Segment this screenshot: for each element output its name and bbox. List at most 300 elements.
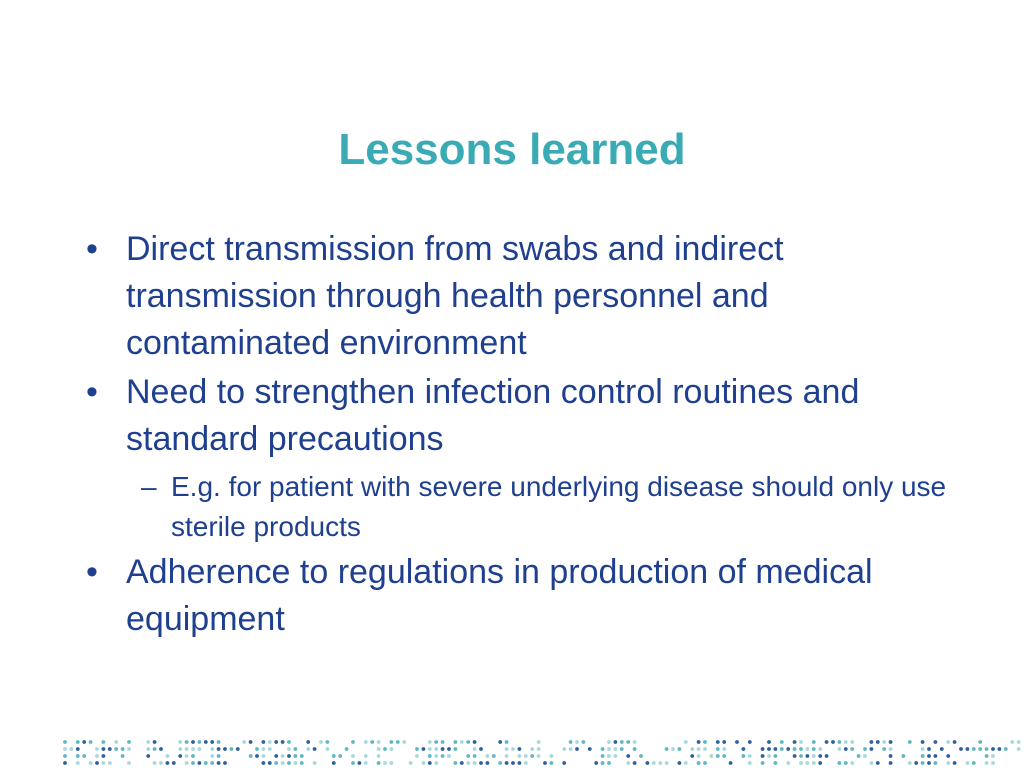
pattern-dot bbox=[985, 761, 989, 765]
pattern-dot bbox=[902, 754, 906, 758]
pattern-dot bbox=[262, 761, 266, 765]
pattern-dot bbox=[799, 761, 803, 765]
pattern-dot bbox=[703, 747, 707, 751]
pattern-dot bbox=[812, 740, 816, 744]
pattern-dot bbox=[486, 754, 490, 758]
pattern-dot bbox=[601, 754, 605, 758]
bullet-item bbox=[84, 369, 954, 547]
pattern-dot bbox=[153, 761, 157, 765]
pattern-dot bbox=[614, 754, 618, 758]
pattern-dot bbox=[793, 754, 797, 758]
pattern-dot bbox=[409, 761, 413, 765]
pattern-dot bbox=[607, 740, 611, 744]
pattern-dot bbox=[818, 754, 822, 758]
pattern-dot bbox=[678, 761, 682, 765]
pattern-dot bbox=[524, 761, 528, 765]
pattern-dot bbox=[447, 754, 451, 758]
pattern-dot bbox=[870, 747, 874, 751]
pattern-dot bbox=[537, 754, 541, 758]
pattern-dot bbox=[831, 740, 835, 744]
pattern-dot bbox=[153, 740, 157, 744]
pattern-dot bbox=[620, 740, 624, 744]
pattern-dot bbox=[287, 740, 291, 744]
pattern-dot bbox=[524, 754, 528, 758]
bullet-text: Direct transmission from swabs and indirect transmission through health personnel and contaminated environment bbox=[126, 230, 784, 362]
pattern-dot bbox=[198, 740, 202, 744]
pattern-dot bbox=[844, 761, 848, 765]
pattern-dot bbox=[998, 747, 1002, 751]
pattern-dot bbox=[838, 747, 842, 751]
pattern-dot bbox=[146, 754, 150, 758]
pattern-dot bbox=[306, 740, 310, 744]
pattern-dot bbox=[287, 754, 291, 758]
pattern-dot bbox=[454, 761, 458, 765]
pattern-dot bbox=[857, 754, 861, 758]
pattern-dot bbox=[377, 747, 381, 751]
pattern-dot bbox=[889, 740, 893, 744]
sub-bullet-item bbox=[126, 467, 954, 547]
pattern-dot bbox=[217, 754, 221, 758]
pattern-dot bbox=[332, 754, 336, 758]
pattern-dot bbox=[703, 761, 707, 765]
pattern-dot bbox=[428, 747, 432, 751]
pattern-dot bbox=[364, 761, 368, 765]
pattern-dot bbox=[543, 761, 547, 765]
pattern-dot bbox=[191, 761, 195, 765]
pattern-dot bbox=[281, 754, 285, 758]
pattern-dot bbox=[1010, 740, 1014, 744]
pattern-dot bbox=[799, 747, 803, 751]
pattern-dot bbox=[127, 740, 131, 744]
pattern-dot bbox=[95, 754, 99, 758]
pattern-dot bbox=[607, 747, 611, 751]
pattern-dot bbox=[326, 740, 330, 744]
pattern-dot bbox=[511, 761, 515, 765]
pattern-dot bbox=[761, 747, 765, 751]
pattern-dot bbox=[882, 747, 886, 751]
pattern-dot bbox=[153, 747, 157, 751]
sub-bullet-marker: – bbox=[141, 471, 157, 502]
pattern-dot bbox=[799, 754, 803, 758]
pattern-dot bbox=[294, 747, 298, 751]
pattern-dot bbox=[262, 740, 266, 744]
pattern-dot bbox=[978, 747, 982, 751]
pattern-dot bbox=[281, 740, 285, 744]
pattern-dot bbox=[703, 740, 707, 744]
pattern-dot bbox=[121, 747, 125, 751]
pattern-dot bbox=[396, 740, 400, 744]
pattern-dot bbox=[825, 740, 829, 744]
pattern-dot bbox=[966, 747, 970, 751]
pattern-dot bbox=[614, 740, 618, 744]
pattern-dot bbox=[191, 754, 195, 758]
pattern-dot bbox=[505, 747, 509, 751]
pattern-dot bbox=[870, 740, 874, 744]
pattern-dot bbox=[966, 761, 970, 765]
pattern-dot bbox=[249, 754, 253, 758]
pattern-dot bbox=[934, 761, 938, 765]
pattern-dot bbox=[210, 754, 214, 758]
pattern-dot bbox=[217, 740, 221, 744]
pattern-dot bbox=[70, 747, 74, 751]
pattern-dot bbox=[742, 747, 746, 751]
pattern-dot bbox=[889, 761, 893, 765]
pattern-dot bbox=[198, 747, 202, 751]
pattern-dot bbox=[422, 747, 426, 751]
pattern-dot bbox=[812, 761, 816, 765]
bullet-marker: • bbox=[86, 230, 98, 268]
pattern-dot bbox=[716, 740, 720, 744]
pattern-dot bbox=[473, 747, 477, 751]
pattern-dot bbox=[159, 761, 163, 765]
pattern-dot bbox=[985, 754, 989, 758]
pattern-dot bbox=[614, 747, 618, 751]
pattern-dot bbox=[1017, 747, 1021, 751]
pattern-dot bbox=[921, 747, 925, 751]
pattern-dot bbox=[146, 740, 150, 744]
pattern-dot bbox=[262, 754, 266, 758]
pattern-dot bbox=[793, 747, 797, 751]
pattern-dot bbox=[537, 740, 541, 744]
pattern-dot bbox=[946, 761, 950, 765]
pattern-dot bbox=[1017, 740, 1021, 744]
pattern-dot bbox=[665, 761, 669, 765]
pattern-dot bbox=[505, 740, 509, 744]
pattern-dot bbox=[274, 754, 278, 758]
pattern-dot bbox=[972, 761, 976, 765]
pattern-dot bbox=[722, 754, 726, 758]
pattern-dot bbox=[665, 747, 669, 751]
pattern-dot bbox=[620, 747, 624, 751]
pattern-dot bbox=[319, 740, 323, 744]
pattern-dot bbox=[473, 761, 477, 765]
pattern-dot bbox=[95, 761, 99, 765]
pattern-dot bbox=[742, 754, 746, 758]
pattern-dot bbox=[786, 747, 790, 751]
decorative-dot-pattern bbox=[62, 736, 1024, 768]
pattern-dot bbox=[530, 754, 534, 758]
pattern-dot bbox=[434, 747, 438, 751]
pattern-dot bbox=[972, 747, 976, 751]
pattern-dot bbox=[806, 754, 810, 758]
pattern-dot bbox=[274, 761, 278, 765]
pattern-dot bbox=[825, 754, 829, 758]
pattern-dot bbox=[748, 754, 752, 758]
pattern-dot bbox=[767, 747, 771, 751]
pattern-dot bbox=[63, 747, 67, 751]
pattern-dot bbox=[818, 747, 822, 751]
pattern-dot bbox=[633, 761, 637, 765]
pattern-dot bbox=[377, 740, 381, 744]
pattern-dot bbox=[774, 747, 778, 751]
pattern-dot bbox=[377, 754, 381, 758]
pattern-dot bbox=[460, 761, 464, 765]
pattern-dot bbox=[697, 747, 701, 751]
pattern-dot bbox=[626, 754, 630, 758]
pattern-dot bbox=[441, 754, 445, 758]
pattern-dot bbox=[300, 761, 304, 765]
pattern-dot bbox=[434, 754, 438, 758]
pattern-dot bbox=[934, 754, 938, 758]
pattern-dot bbox=[428, 754, 432, 758]
pattern-dot bbox=[806, 747, 810, 751]
pattern-dot bbox=[838, 761, 842, 765]
pattern-dot bbox=[287, 761, 291, 765]
pattern-dot bbox=[767, 754, 771, 758]
pattern-dot bbox=[364, 754, 368, 758]
pattern-dot bbox=[844, 740, 848, 744]
pattern-dot bbox=[722, 747, 726, 751]
pattern-dot bbox=[710, 754, 714, 758]
pattern-dot bbox=[185, 740, 189, 744]
bullet-marker: • bbox=[86, 373, 98, 411]
pattern-dot bbox=[498, 740, 502, 744]
pattern-dot bbox=[562, 761, 566, 765]
pattern-dot bbox=[255, 754, 259, 758]
pattern-dot bbox=[626, 740, 630, 744]
pattern-dot bbox=[441, 747, 445, 751]
pattern-dot bbox=[383, 761, 387, 765]
pattern-dot bbox=[255, 747, 259, 751]
pattern-dot bbox=[684, 740, 688, 744]
pattern-dot bbox=[652, 761, 656, 765]
pattern-dot bbox=[390, 747, 394, 751]
pattern-dot bbox=[863, 747, 867, 751]
pattern-dot bbox=[89, 761, 93, 765]
bullet-text: Adherence to regulations in production of medical equipment bbox=[126, 553, 873, 638]
pattern-dot bbox=[479, 747, 483, 751]
pattern-dot bbox=[127, 747, 131, 751]
pattern-dot bbox=[108, 761, 112, 765]
pattern-dot bbox=[985, 747, 989, 751]
pattern-dot bbox=[863, 754, 867, 758]
pattern-dot bbox=[562, 747, 566, 751]
pattern-dot bbox=[460, 740, 464, 744]
pattern-dot bbox=[876, 740, 880, 744]
pattern-dot bbox=[210, 740, 214, 744]
pattern-dot bbox=[294, 761, 298, 765]
pattern-dot bbox=[697, 754, 701, 758]
pattern-dot bbox=[850, 747, 854, 751]
pattern-dot bbox=[658, 761, 662, 765]
pattern-dot bbox=[434, 761, 438, 765]
pattern-dot bbox=[697, 740, 701, 744]
pattern-dot bbox=[204, 761, 208, 765]
pattern-dot bbox=[166, 754, 170, 758]
pattern-dot bbox=[102, 747, 106, 751]
pattern-dot bbox=[415, 754, 419, 758]
pattern-dot bbox=[812, 747, 816, 751]
pattern-dot bbox=[428, 740, 432, 744]
pattern-dot bbox=[582, 740, 586, 744]
pattern-dot bbox=[294, 754, 298, 758]
pattern-dot bbox=[108, 747, 112, 751]
pattern-dot bbox=[838, 740, 842, 744]
pattern-dot bbox=[76, 754, 80, 758]
bullet-item bbox=[84, 226, 954, 367]
pattern-dot bbox=[530, 747, 534, 751]
pattern-dot bbox=[217, 761, 221, 765]
pattern-dot bbox=[242, 740, 246, 744]
bullet-marker: • bbox=[86, 553, 98, 591]
pattern-dot bbox=[473, 740, 477, 744]
pattern-dot bbox=[511, 747, 515, 751]
pattern-dot bbox=[268, 740, 272, 744]
pattern-dot bbox=[146, 747, 150, 751]
pattern-dot bbox=[454, 740, 458, 744]
pattern-dot bbox=[102, 754, 106, 758]
pattern-dot bbox=[921, 761, 925, 765]
pattern-dot bbox=[223, 747, 227, 751]
pattern-dot bbox=[678, 747, 682, 751]
pattern-dot bbox=[889, 747, 893, 751]
pattern-dot bbox=[364, 740, 368, 744]
pattern-dot bbox=[473, 754, 477, 758]
pattern-dot bbox=[236, 747, 240, 751]
pattern-dot bbox=[876, 761, 880, 765]
pattern-dot bbox=[646, 761, 650, 765]
pattern-dot bbox=[978, 740, 982, 744]
pattern-dot bbox=[210, 761, 214, 765]
pattern-dot bbox=[351, 754, 355, 758]
pattern-dot bbox=[991, 761, 995, 765]
pattern-dot bbox=[774, 754, 778, 758]
pattern-dot bbox=[959, 747, 963, 751]
pattern-dot bbox=[607, 754, 611, 758]
pattern-dot bbox=[953, 740, 957, 744]
pattern-dot bbox=[799, 740, 803, 744]
pattern-dot bbox=[300, 754, 304, 758]
pattern-dot bbox=[748, 761, 752, 765]
pattern-dot bbox=[518, 761, 522, 765]
pattern-dot bbox=[505, 754, 509, 758]
pattern-dot bbox=[338, 754, 342, 758]
pattern-dot bbox=[927, 761, 931, 765]
pattern-dot bbox=[390, 740, 394, 744]
pattern-dot bbox=[223, 761, 227, 765]
pattern-dot bbox=[671, 747, 675, 751]
pattern-dot bbox=[774, 761, 778, 765]
pattern-dot bbox=[793, 740, 797, 744]
bullet-text: Need to strengthen infection control routines and standard precautions bbox=[126, 373, 860, 458]
pattern-dot bbox=[370, 740, 374, 744]
pattern-dot bbox=[908, 740, 912, 744]
pattern-dot bbox=[498, 761, 502, 765]
pattern-dot bbox=[351, 740, 355, 744]
pattern-dot bbox=[991, 754, 995, 758]
pattern-dot bbox=[428, 761, 432, 765]
pattern-dot bbox=[466, 740, 470, 744]
pattern-dot bbox=[434, 740, 438, 744]
pattern-dot bbox=[76, 747, 80, 751]
pattern-dot bbox=[537, 747, 541, 751]
pattern-dot bbox=[76, 740, 80, 744]
pattern-dot bbox=[690, 747, 694, 751]
pattern-dot bbox=[550, 754, 554, 758]
pattern-dot bbox=[185, 747, 189, 751]
pattern-dot bbox=[268, 761, 272, 765]
pattern-dot bbox=[63, 754, 67, 758]
pattern-dot bbox=[63, 740, 67, 744]
pattern-dot bbox=[716, 754, 720, 758]
pattern-dot bbox=[178, 754, 182, 758]
pattern-dot bbox=[927, 754, 931, 758]
pattern-dot bbox=[89, 740, 93, 744]
pattern-dot bbox=[114, 747, 118, 751]
pattern-dot bbox=[908, 761, 912, 765]
pattern-dot bbox=[914, 761, 918, 765]
pattern-dot bbox=[921, 740, 925, 744]
pattern-dot bbox=[684, 761, 688, 765]
pattern-dot bbox=[761, 761, 765, 765]
pattern-dot bbox=[102, 761, 106, 765]
pattern-dot bbox=[697, 761, 701, 765]
pattern-dot bbox=[191, 740, 195, 744]
pattern-dot bbox=[95, 747, 99, 751]
pattern-dot bbox=[850, 740, 854, 744]
pattern-dot bbox=[422, 761, 426, 765]
pattern-dot bbox=[569, 740, 573, 744]
pattern-dot bbox=[82, 740, 86, 744]
pattern-dot bbox=[185, 761, 189, 765]
pattern-dot bbox=[479, 761, 483, 765]
pattern-dot bbox=[82, 754, 86, 758]
pattern-dot bbox=[332, 761, 336, 765]
pattern-dot bbox=[127, 761, 131, 765]
pattern-dot bbox=[690, 754, 694, 758]
pattern-dot bbox=[121, 754, 125, 758]
pattern-dot bbox=[575, 740, 579, 744]
pattern-dot bbox=[953, 761, 957, 765]
pattern-dot bbox=[102, 740, 106, 744]
pattern-dot bbox=[185, 754, 189, 758]
pattern-dot bbox=[946, 740, 950, 744]
slide-title: Lessons learned bbox=[338, 125, 686, 174]
pattern-dot bbox=[588, 747, 592, 751]
pattern-dot bbox=[505, 761, 509, 765]
pattern-dot bbox=[262, 747, 266, 751]
pattern-dot bbox=[159, 747, 163, 751]
pattern-dot bbox=[889, 754, 893, 758]
pattern-dot bbox=[518, 754, 522, 758]
pattern-dot bbox=[230, 747, 234, 751]
pattern-dot bbox=[287, 747, 291, 751]
pattern-dot bbox=[217, 747, 221, 751]
pattern-dot bbox=[806, 761, 810, 765]
pattern-dot bbox=[518, 747, 522, 751]
pattern-dot bbox=[166, 761, 170, 765]
pattern-dot bbox=[402, 740, 406, 744]
pattern-dot bbox=[722, 740, 726, 744]
pattern-dot bbox=[748, 740, 752, 744]
pattern-dot bbox=[466, 761, 470, 765]
pattern-dot bbox=[639, 754, 643, 758]
pattern-dot bbox=[345, 747, 349, 751]
pattern-dot bbox=[454, 747, 458, 751]
pattern-dot bbox=[466, 754, 470, 758]
pattern-dot bbox=[882, 740, 886, 744]
bullet-list bbox=[84, 226, 954, 643]
pattern-dot bbox=[626, 761, 630, 765]
pattern-dot bbox=[812, 754, 816, 758]
pattern-dot bbox=[594, 761, 598, 765]
pattern-dot bbox=[172, 761, 176, 765]
pattern-dot bbox=[178, 740, 182, 744]
pattern-dot bbox=[76, 761, 80, 765]
pattern-dot bbox=[492, 754, 496, 758]
pattern-dot bbox=[447, 747, 451, 751]
pattern-dot bbox=[383, 747, 387, 751]
